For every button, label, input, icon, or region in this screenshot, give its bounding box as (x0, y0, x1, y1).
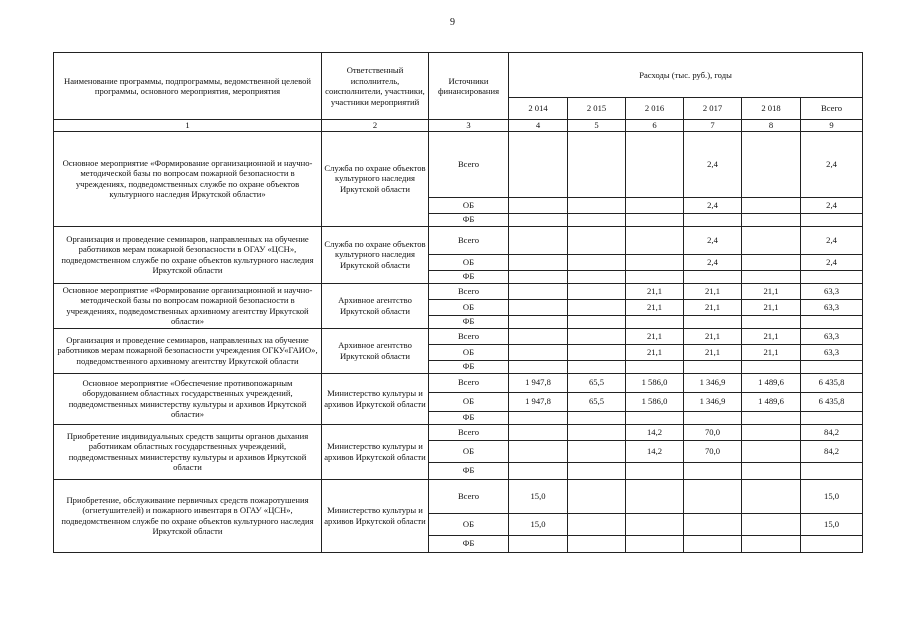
header-year: 2 015 (568, 98, 626, 120)
expense-total (801, 360, 863, 373)
expense-value (568, 440, 626, 462)
expense-value (684, 411, 742, 424)
expense-value (509, 197, 568, 213)
expense-value (509, 360, 568, 373)
expense-value (626, 131, 684, 197)
expense-value (742, 440, 801, 462)
responsible-executor: Министерство культуры и архивов Иркутской области (322, 479, 429, 552)
funding-source: Всего (429, 226, 509, 254)
expense-value (626, 513, 684, 535)
expense-total: 63,3 (801, 344, 863, 360)
funding-source: ФБ (429, 535, 509, 552)
header-year: 2 014 (509, 98, 568, 120)
expense-value (684, 462, 742, 479)
expense-value (509, 299, 568, 315)
expense-value: 2,4 (684, 226, 742, 254)
header-year: 2 017 (684, 98, 742, 120)
funding-source: ОБ (429, 392, 509, 411)
activity-name: Приобретение, обслуживание первичных средств пожаротушения (огнетушителей) и пожарного инвентаря в ОГАУ «ЦСН», подведомственном службе по охране объектов культурного наследия Иркутской области (54, 479, 322, 552)
expense-total: 2,4 (801, 131, 863, 197)
expense-value (568, 213, 626, 226)
table-row (54, 226, 863, 254)
responsible-executor: Министерство культуры и архивов Иркутской области (322, 424, 429, 479)
expense-total: 2,4 (801, 254, 863, 270)
expense-value (509, 315, 568, 328)
header-expenses: Расходы (тыс. руб.), годы (509, 53, 863, 98)
funding-source: ФБ (429, 411, 509, 424)
expense-value (568, 299, 626, 315)
expense-value (742, 513, 801, 535)
column-number: 1 (54, 120, 322, 132)
column-number: 3 (429, 120, 509, 132)
expense-value: 21,1 (742, 299, 801, 315)
header-year: 2 016 (626, 98, 684, 120)
column-number: 5 (568, 120, 626, 132)
expense-value (626, 254, 684, 270)
expense-value (568, 479, 626, 513)
funding-source: ОБ (429, 197, 509, 213)
expense-value (568, 462, 626, 479)
expense-value (568, 513, 626, 535)
expense-value (568, 424, 626, 440)
expense-value: 2,4 (684, 131, 742, 197)
expense-value: 21,1 (742, 344, 801, 360)
expense-value: 21,1 (626, 344, 684, 360)
expense-total (801, 270, 863, 283)
expense-value (568, 197, 626, 213)
expense-value (509, 213, 568, 226)
expense-value: 21,1 (684, 344, 742, 360)
expense-value (568, 344, 626, 360)
table-body (54, 131, 863, 552)
expense-value: 21,1 (626, 283, 684, 299)
expense-total: 15,0 (801, 479, 863, 513)
expense-value (568, 226, 626, 254)
expense-value (568, 254, 626, 270)
funding-source: Всего (429, 328, 509, 344)
expense-value (626, 226, 684, 254)
expense-value (568, 535, 626, 552)
expense-total: 6 435,8 (801, 392, 863, 411)
expense-value (742, 226, 801, 254)
expense-value: 2,4 (684, 197, 742, 213)
expense-value (568, 270, 626, 283)
expense-value: 1 489,6 (742, 373, 801, 392)
column-number: 9 (801, 120, 863, 132)
header-name: Наименование программы, подпрограммы, ведомственной целевой программы, основного мероприятия, мероприятия (54, 53, 322, 120)
expense-value (626, 315, 684, 328)
expense-value (684, 213, 742, 226)
expense-value (742, 213, 801, 226)
expense-value: 2,4 (684, 254, 742, 270)
expense-value (626, 479, 684, 513)
funding-source: Всего (429, 424, 509, 440)
funding-source: ОБ (429, 254, 509, 270)
expense-total: 6 435,8 (801, 373, 863, 392)
expense-value (742, 360, 801, 373)
header-year: 2 018 (742, 98, 801, 120)
activity-name: Основное мероприятие «Формирование организационной и научно-методической базы по вопросам пожарной безопасности в учреждениях, подведомственных службе по охране объектов культурного наследия Иркутской области» (54, 131, 322, 226)
expense-value (509, 424, 568, 440)
responsible-executor: Служба по охране объектов культурного наследия Иркутской области (322, 131, 429, 226)
expense-value (509, 535, 568, 552)
responsible-executor: Архивное агентство Иркутской области (322, 328, 429, 373)
expense-value (509, 440, 568, 462)
activity-name: Приобретение индивидуальных средств защиты органов дыхания работникам областных государственных учреждений, подведомственных министерству культуры и архивов Иркутской области (54, 424, 322, 479)
responsible-executor: Служба по охране объектов культурного наследия Иркутской области (322, 226, 429, 283)
expense-value: 15,0 (509, 513, 568, 535)
expense-value (568, 131, 626, 197)
activity-name: Организация и проведение семинаров, направленных на обучение работников мерам пожарной безопасности учреждения ОГКУ«ГАИО», подведомственного архивному агентству Иркутской области (54, 328, 322, 373)
expense-value (684, 513, 742, 535)
funding-source: ФБ (429, 213, 509, 226)
table-row (54, 328, 863, 344)
header-sources: Источники финансирования (429, 53, 509, 120)
expense-total: 15,0 (801, 513, 863, 535)
expense-value: 1 586,0 (626, 392, 684, 411)
expense-value: 70,0 (684, 424, 742, 440)
expense-value (742, 197, 801, 213)
expense-value (742, 424, 801, 440)
expense-value: 1 489,6 (742, 392, 801, 411)
expense-total (801, 411, 863, 424)
funding-source: ФБ (429, 462, 509, 479)
expense-value (626, 411, 684, 424)
expense-value: 14,2 (626, 440, 684, 462)
funding-source: Всего (429, 131, 509, 197)
expense-value (568, 328, 626, 344)
expense-value (568, 283, 626, 299)
table-row (54, 479, 863, 513)
table-row (54, 283, 863, 299)
expense-value (684, 535, 742, 552)
activity-name: Организация и проведение семинаров, направленных на обучение работников мерам пожарной безопасности в ОГАУ «ЦСН», подведомственном службе по охране объектов культурного наследия Иркутской области (54, 226, 322, 283)
expense-value (626, 535, 684, 552)
expense-value (509, 328, 568, 344)
table-row (54, 424, 863, 440)
expense-total (801, 315, 863, 328)
expense-value (684, 270, 742, 283)
expense-total: 84,2 (801, 440, 863, 462)
expense-total: 63,3 (801, 283, 863, 299)
header-total: Всего (801, 98, 863, 120)
funding-source: ОБ (429, 299, 509, 315)
expense-value (568, 411, 626, 424)
expense-value: 65,5 (568, 392, 626, 411)
expense-value (509, 411, 568, 424)
expense-value (684, 315, 742, 328)
expense-value (509, 283, 568, 299)
expense-value: 21,1 (742, 328, 801, 344)
expense-value (626, 270, 684, 283)
expense-total: 2,4 (801, 226, 863, 254)
expense-value: 1 947,8 (509, 392, 568, 411)
column-number: 7 (684, 120, 742, 132)
expense-value (509, 270, 568, 283)
expense-value: 15,0 (509, 479, 568, 513)
expense-value (509, 254, 568, 270)
expense-value (626, 213, 684, 226)
expense-value: 21,1 (742, 283, 801, 299)
expense-value (626, 197, 684, 213)
expense-value (684, 360, 742, 373)
funding-source: ОБ (429, 344, 509, 360)
expense-value (742, 479, 801, 513)
table-row (54, 373, 863, 392)
expense-value (509, 131, 568, 197)
expense-value: 1 346,9 (684, 392, 742, 411)
activity-name: Основное мероприятие «Формирование организационной и научно-методической базы по вопросам пожарной безопасности в учреждениях, подведомственных архивному агентству Иркутской области» (54, 283, 322, 328)
expense-value: 21,1 (684, 299, 742, 315)
column-number: 2 (322, 120, 429, 132)
expense-value (568, 360, 626, 373)
funding-source: Всего (429, 283, 509, 299)
expense-value (509, 462, 568, 479)
expense-value: 21,1 (626, 328, 684, 344)
page-number: 9 (450, 17, 455, 28)
expense-value (742, 270, 801, 283)
expense-value (742, 462, 801, 479)
funding-source: ФБ (429, 360, 509, 373)
expense-total: 63,3 (801, 299, 863, 315)
responsible-executor: Архивное агентство Иркутской области (322, 283, 429, 328)
expense-value (684, 479, 742, 513)
expense-value (568, 315, 626, 328)
expense-total: 2,4 (801, 197, 863, 213)
table-row (54, 131, 863, 197)
expense-value (742, 315, 801, 328)
expense-value: 1 586,0 (626, 373, 684, 392)
column-number: 4 (509, 120, 568, 132)
expense-value (509, 344, 568, 360)
funding-source: ФБ (429, 315, 509, 328)
expense-value (742, 131, 801, 197)
header-responsible: Ответственный исполнитель, соисполнители, участники, участники мероприятий (322, 53, 429, 120)
expense-value: 14,2 (626, 424, 684, 440)
expense-value: 21,1 (626, 299, 684, 315)
funding-source: ОБ (429, 440, 509, 462)
expense-total (801, 535, 863, 552)
expense-value (742, 535, 801, 552)
funding-source: Всего (429, 479, 509, 513)
expense-value (742, 254, 801, 270)
expense-value: 1 346,9 (684, 373, 742, 392)
expense-value: 65,5 (568, 373, 626, 392)
funding-source: Всего (429, 373, 509, 392)
funding-source: ФБ (429, 270, 509, 283)
expense-value (626, 360, 684, 373)
expense-value: 70,0 (684, 440, 742, 462)
column-number: 6 (626, 120, 684, 132)
expense-value: 21,1 (684, 283, 742, 299)
expense-total: 63,3 (801, 328, 863, 344)
expense-value (626, 462, 684, 479)
expense-total (801, 213, 863, 226)
expense-value (509, 226, 568, 254)
funding-source: ОБ (429, 513, 509, 535)
expense-value: 1 947,8 (509, 373, 568, 392)
expense-value (742, 411, 801, 424)
expense-total: 84,2 (801, 424, 863, 440)
budget-table (53, 52, 863, 553)
column-number: 8 (742, 120, 801, 132)
responsible-executor: Министерство культуры и архивов Иркутской области (322, 373, 429, 424)
activity-name: Основное мероприятие «Обеспечение противопожарным оборудованием областных государственных учреждений, подведомственных министерству культуры и архивов Иркутской области» (54, 373, 322, 424)
expense-value: 21,1 (684, 328, 742, 344)
expense-total (801, 462, 863, 479)
